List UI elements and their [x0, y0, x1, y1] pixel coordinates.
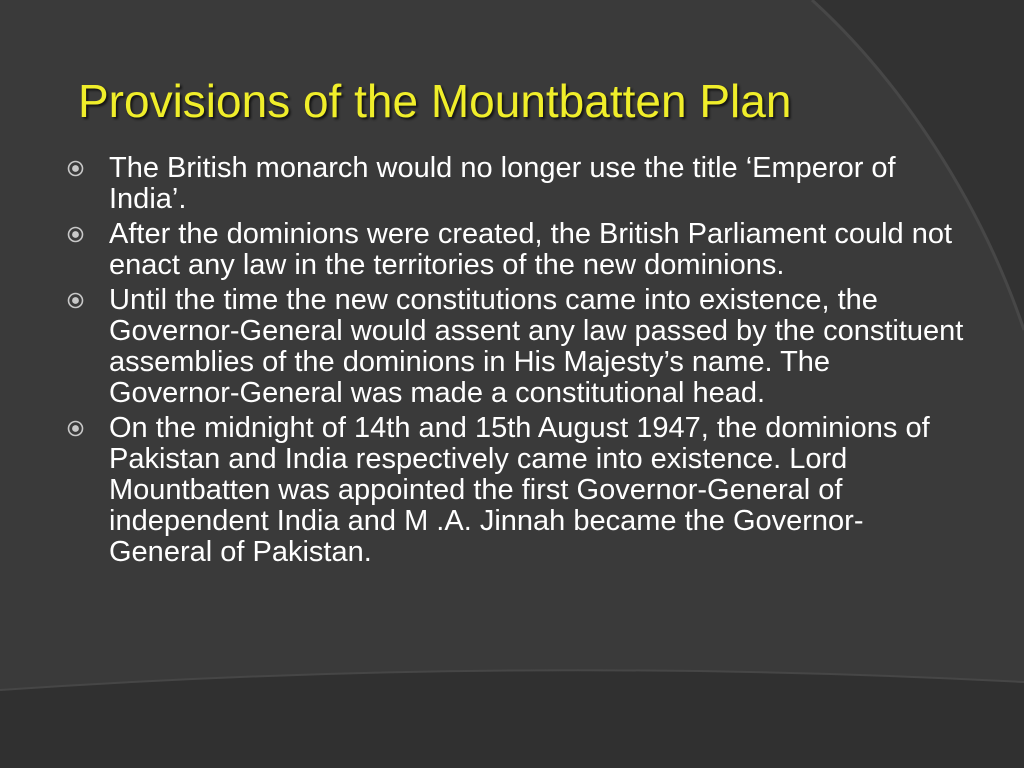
- bullet-item: [66, 285, 966, 409]
- circled-dot-icon: [67, 160, 84, 177]
- bullet-text: On the midnight of 14th and 15th August 1947, the dominions of Pakistan and India respectively came into existence. Lord Mountbatten was appointed the first Governor-General of independent India and M .A. Jinnah became the Governor-General of Pakistan.: [109, 412, 930, 568]
- circled-dot-icon: [67, 292, 84, 309]
- bullet-list: [66, 153, 966, 572]
- circled-dot-icon: [67, 226, 84, 243]
- slide-title: Provisions of the Mountbatten Plan: [78, 75, 792, 127]
- bullet-text: The British monarch would no longer use the title ‘Emperor of India’.: [109, 152, 896, 215]
- bullet-item: [66, 219, 966, 281]
- bullet-text: After the dominions were created, the British Parliament could not enact any law in the territories of the new dominions.: [109, 218, 953, 281]
- bullet-item: [66, 413, 966, 568]
- bullet-text: Until the time the new constitutions came into existence, the Governor-General would assent any law passed by the constituent assemblies of the dominions in His Majesty’s name. The Governor-General was made a constitutional head.: [109, 284, 964, 409]
- circled-dot-icon: [67, 420, 84, 437]
- bullet-item: [66, 153, 966, 215]
